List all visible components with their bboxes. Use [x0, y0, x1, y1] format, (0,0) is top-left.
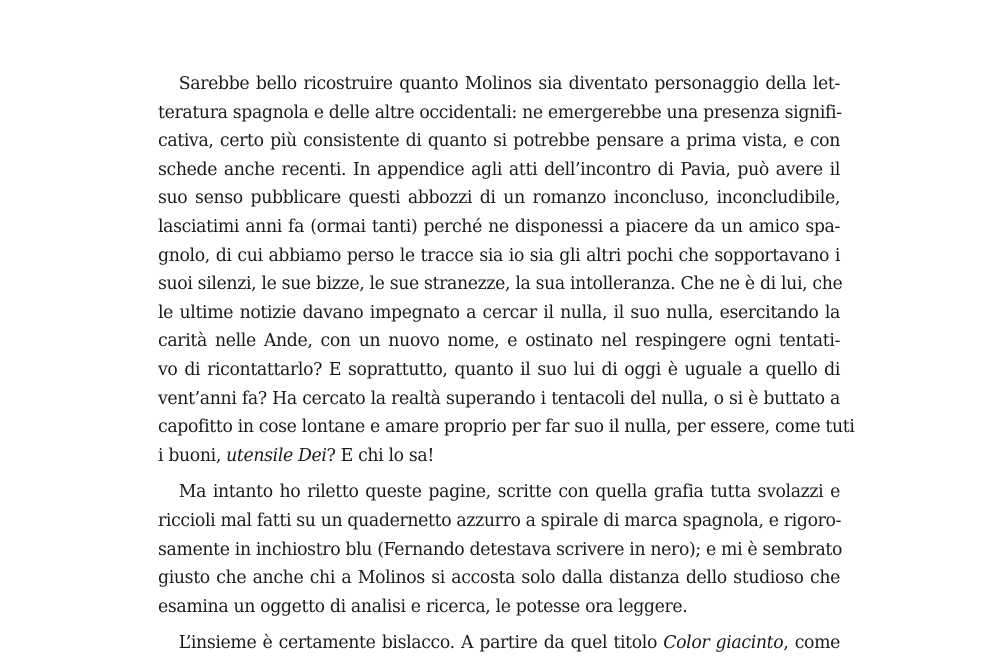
text-span: riccioli mal fatti su un quadernetto azzurro a spirale di marca spagnola, e rigoro-	[158, 510, 842, 531]
text-line	[158, 564, 840, 593]
text-line	[158, 242, 840, 271]
paragraph	[158, 70, 855, 470]
text-line	[158, 213, 840, 242]
italic-text: utensile Dei	[226, 445, 327, 466]
text-line	[158, 413, 855, 442]
text-line	[158, 593, 840, 622]
text-line	[158, 356, 840, 385]
text-line	[158, 270, 843, 299]
paragraph	[158, 478, 843, 621]
text-span: Sarebbe bello ricostruire quanto Molinos sia diventato personaggio della let-	[178, 74, 840, 94]
text-line	[158, 385, 840, 414]
text-span: samente in inchiostro blu (Fernando detestava scrivere in nero); e mi è sembrato	[158, 539, 843, 560]
text-span: ? E chi lo sa!	[326, 445, 434, 466]
text-line	[158, 127, 840, 156]
text-line	[158, 629, 840, 658]
text-line	[158, 327, 840, 356]
body-text	[158, 70, 855, 666]
text-span: carità nelle Ande, con un nuovo nome, e ostinato nel respingere ogni tentati-	[158, 331, 840, 352]
text-span: le ultime notizie davano impegnato a cercar il nulla, il suo nulla, esercitando la	[158, 302, 840, 323]
text-line	[158, 184, 840, 213]
text-line	[158, 70, 840, 99]
text-span: giusto che anche chi a Molinos si accosta solo dalla distanza dello studioso che	[158, 568, 840, 589]
text-span: schede anche recenti. In appendice agli atti dell’incontro di Pavia, può avere il	[158, 159, 840, 180]
text-span: suoi silenzi, le sue bizze, le sue stranezze, la sua intolleranza. Che ne è di lui, che	[158, 274, 843, 295]
text-span: cativa, certo più consistente di quanto si potrebbe pensare a prima vista, e con	[158, 131, 840, 152]
text-span: , come	[783, 633, 840, 654]
text-span: capofitto in cose lontane e amare proprio per far suo il nulla, per essere, come tuti	[158, 417, 855, 438]
text-span: L’insieme è certamente bislacco. A partire da quel titolo	[178, 633, 664, 654]
text-line	[158, 536, 843, 565]
text-span: vo di ricontattarlo? E soprattutto, quanto il suo lui di oggi è uguale a quello di	[158, 359, 840, 380]
text-line	[158, 478, 840, 507]
text-span: esamina un oggetto di analisi e ricerca, le potesse ora leggere.	[158, 596, 688, 617]
text-span: lasciatimi anni fa (ormai tanti) perché ne disponessi a piacere da un amico spa-	[158, 216, 840, 237]
text-line	[158, 99, 840, 128]
text-line	[158, 156, 840, 185]
italic-text: Color giacinto	[663, 633, 784, 654]
text-span: Ma intanto ho riletto queste pagine, scritte con quella grafia tutta svolazzi e	[178, 482, 840, 503]
text-span: vent’anni fa? Ha cercato la realtà superando i tentacoli del nulla, o si è buttato a	[158, 388, 840, 409]
text-span: i buoni,	[158, 445, 227, 466]
text-span: teratura spagnola e delle altre occidentali: ne emergerebbe una presenza signifi-	[158, 102, 842, 123]
text-line	[158, 442, 840, 471]
text-span: gnolo, di cui abbiamo perso le tracce sia io sia gli altri pochi che sopportavano i	[158, 245, 840, 266]
paragraph	[158, 629, 840, 658]
text-line	[158, 299, 840, 328]
text-span: suo senso pubblicare questi abbozzi di un romanzo inconcluso, inconcludibile,	[158, 188, 840, 209]
text-line	[158, 507, 840, 536]
